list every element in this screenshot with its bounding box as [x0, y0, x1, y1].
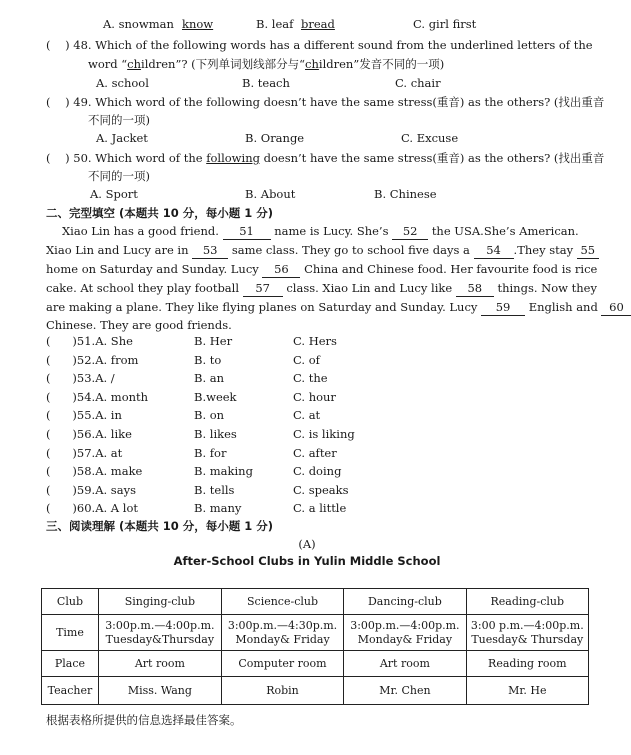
q48-text: ildren”发音不同的一项) — [318, 57, 445, 71]
choice-a: ( )57.A. at — [46, 446, 123, 460]
time-days: Monday& Friday — [235, 632, 330, 646]
cloze-text: Xiao Lin and Lucy are in — [46, 243, 189, 257]
table-cell: Mr. Chen — [344, 677, 466, 705]
choice-a: ( )58.A. make — [46, 464, 143, 478]
cloze-text: English and — [528, 300, 598, 314]
choice-c: C. doing — [293, 464, 342, 478]
choice-b: B. an — [194, 371, 225, 385]
q50-option-a: A. Sport — [90, 187, 138, 201]
choice-b: B.week — [194, 390, 237, 404]
cloze-blank: 54 — [474, 242, 514, 259]
choice-c: C. at — [293, 408, 321, 422]
table-cell: Computer room — [221, 651, 343, 677]
table-cell — [221, 615, 343, 651]
q50-option-c: B. Chinese — [374, 187, 437, 201]
table-cell: Teacher — [42, 677, 99, 705]
table-cell: Miss. Wang — [98, 677, 221, 705]
choice-b: B. making — [194, 464, 253, 478]
table-cell: Mr. He — [466, 677, 588, 705]
choice-b: B. likes — [194, 427, 237, 441]
table-cell — [98, 615, 221, 651]
q48-option-a: A. school — [96, 76, 149, 90]
time-hours: 3:00p.m.—4:00p.m. — [350, 618, 460, 632]
cloze-line-5 — [46, 299, 631, 316]
cloze-blank: 52 — [392, 223, 428, 240]
cloze-blank: 51 — [223, 223, 271, 240]
table-row — [42, 589, 589, 615]
part-label: (A) — [298, 537, 316, 551]
q49-option-b: B. Orange — [245, 131, 305, 145]
choice-a: ( )53.A. / — [46, 371, 115, 385]
choice-b: B. to — [194, 353, 222, 367]
table-cell: Place — [42, 651, 99, 677]
table-cell: Reading room — [466, 651, 588, 677]
cloze-text: cake. At school they play football — [46, 281, 240, 295]
cloze-blank: 59 — [481, 299, 525, 316]
q49-option-a: A. Jacket — [96, 131, 148, 145]
choice-a: ( )56.A. like — [46, 427, 132, 441]
table-row — [42, 651, 589, 677]
cloze-text: name is Lucy. She’s — [274, 224, 389, 238]
cloze-text: are making a plane. They like flying planes on Saturday and Sunday. Lucy — [46, 300, 478, 314]
time-hours: 3:00p.m.—4:30p.m. — [227, 618, 338, 632]
choice-b: B. Her — [194, 334, 233, 348]
choice-c: C. after — [293, 446, 337, 460]
passage-title: After-School Clubs in Yulin Middle School — [173, 554, 441, 568]
table-cell: Time — [42, 615, 99, 651]
choice-a: ( )60.A. A lot — [46, 501, 138, 515]
time-days: Tuesday& Thursday — [471, 632, 584, 646]
q50-text: doesn’t have the same stress(重音) as the others? (找出重音 — [259, 151, 605, 165]
cloze-text: same class. They go to school five days a — [231, 243, 470, 257]
table-cell: Club — [42, 589, 99, 615]
q48-underline: ch — [305, 57, 319, 71]
section2-title: 二、完型填空 (本题共 10 分，每小题 1 分) — [46, 206, 274, 220]
time-hours: 3:00p.m.—4:00p.m. — [105, 618, 215, 632]
table-cell: Art room — [98, 651, 221, 677]
table-cell — [344, 615, 466, 651]
cloze-blank: 57 — [243, 280, 283, 297]
q48-stem: ( ) 48. Which of the following words has a different sound from the underlined letters of the — [46, 38, 593, 52]
choice-b: B. on — [194, 408, 225, 422]
choice-c: C. speaks — [293, 483, 349, 497]
cloze-blank: 56 — [262, 261, 300, 278]
q48-underline: ch — [127, 57, 142, 71]
table-cell — [466, 615, 588, 651]
table-cell: Science-club — [221, 589, 343, 615]
choice-a: ( )54.A. month — [46, 390, 149, 404]
table-row — [42, 677, 589, 705]
q47-option-b: B. leaf — [256, 17, 294, 31]
choice-c: C. the — [293, 371, 328, 385]
q49-stem-2: 不同的一项) — [88, 113, 150, 127]
time-days: Monday& Friday — [357, 632, 453, 646]
q50-underline: following — [206, 151, 260, 165]
cloze-text: Xiao Lin has a good friend. — [62, 224, 219, 238]
cloze-line-4 — [46, 280, 597, 297]
time-days: Tuesday&Thursday — [105, 632, 215, 646]
table-cell: Reading-club — [466, 589, 588, 615]
cloze-line-2 — [46, 242, 599, 259]
clubs-table — [41, 588, 589, 705]
choice-a: ( )51.A. She — [46, 334, 133, 348]
choice-c: C. Hers — [293, 334, 337, 348]
cloze-line-1 — [62, 223, 579, 240]
cloze-line-6: Chinese. They are good friends. — [46, 318, 232, 332]
q49-stem: ( ) 49. Which word of the following doesn’t have the same stress(重音) as the others? (找出重音 — [46, 95, 605, 109]
time-hours: 3:00 p.m.—4:00p.m. — [470, 618, 584, 632]
cloze-blank: 58 — [456, 280, 494, 297]
cloze-text: .They stay — [513, 243, 574, 257]
q47-option-a: A. snowman — [103, 17, 174, 31]
table-cell: Robin — [221, 677, 343, 705]
q47-option-b-word: bread — [301, 17, 335, 31]
choice-a: ( )55.A. in — [46, 408, 122, 422]
q48-text: word “ — [88, 57, 128, 71]
cloze-line-3 — [46, 261, 597, 278]
q48-stem-2 — [88, 56, 444, 72]
table-cell: Singing-club — [98, 589, 221, 615]
cloze-blank: 55 — [577, 242, 599, 259]
cloze-text: things. Now they — [497, 281, 597, 295]
q49-option-c: C. Excuse — [401, 131, 459, 145]
instruction: 根据表格所提供的信息选择最佳答案。 — [46, 713, 242, 727]
q48-option-b: B. teach — [242, 76, 290, 90]
choice-c: C. hour — [293, 390, 336, 404]
table-cell: Art room — [344, 651, 466, 677]
choice-b: B. many — [194, 501, 242, 515]
table-row — [42, 615, 589, 651]
choice-c: C. of — [293, 353, 320, 367]
cloze-text: class. Xiao Lin and Lucy like — [286, 281, 453, 295]
choice-a: ( )52.A. from — [46, 353, 139, 367]
cloze-text: China and Chinese food. Her favourite food is rice — [304, 262, 598, 276]
choice-c: C. is liking — [293, 427, 355, 441]
q48-text: ildren”? (下列单词划线部分与“ — [141, 57, 306, 71]
choice-b: B. for — [194, 446, 227, 460]
cloze-text: the USA.She’s American. — [431, 224, 579, 238]
q47-option-a-word: know — [182, 17, 214, 31]
q50-stem-2: 不同的一项) — [88, 169, 150, 183]
choice-b: B. tells — [194, 483, 235, 497]
cloze-blank: 60 — [601, 299, 631, 316]
q48-option-c: C. chair — [395, 76, 441, 90]
q50-stem — [46, 150, 604, 166]
cloze-blank: 53 — [192, 242, 228, 259]
q50-option-b: B. About — [245, 187, 296, 201]
q50-text: ( ) 50. Which word of the — [46, 151, 207, 165]
choice-a: ( )59.A. says — [46, 483, 136, 497]
q47-option-c: C. girl first — [413, 17, 477, 31]
choice-c: C. a little — [293, 501, 347, 515]
cloze-text: home on Saturday and Sunday. Lucy — [46, 262, 259, 276]
section3-title: 三、阅读理解 (本题共 10 分，每小题 1 分) — [46, 519, 274, 533]
table-cell: Dancing-club — [344, 589, 466, 615]
